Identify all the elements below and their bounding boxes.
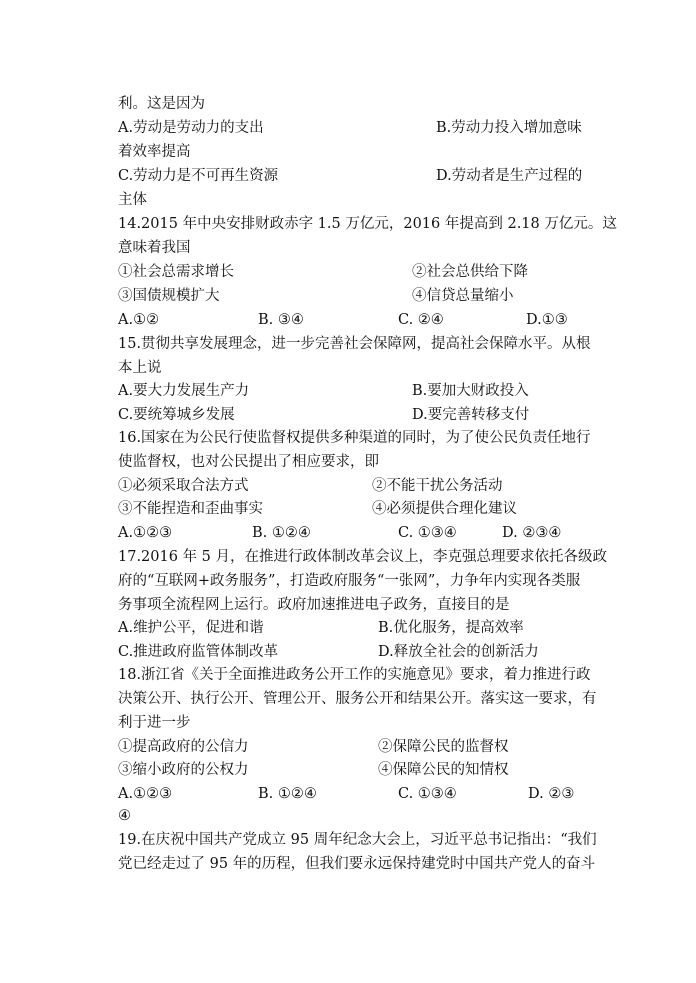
option-a: A.维护公平，促进和谐 [118, 620, 264, 636]
option-c: C. ①③④ [398, 525, 457, 541]
statement-3: ③不能捏造和歪曲事实 [118, 501, 263, 517]
option-c: C.推进政府监管体制改革 [118, 644, 279, 660]
option-b: B. ①②④ [258, 786, 317, 802]
option-b: B.要加大财政投入 [412, 383, 529, 399]
option-c: C. ①③④ [398, 786, 457, 802]
option-a: A.要大力发展生产力 [118, 383, 250, 399]
question-17: 17.2016 年 5 月，在推进行政体制改革会议上，李克强总理要求依托各级政 [118, 549, 608, 565]
text-line: 府的“互联网+政务服务”，打造政府服务“一张网”，力争年内实现各类服 [118, 573, 581, 589]
statement-2: ②不能干扰公务活动 [372, 478, 503, 494]
option-a: A.劳动是劳动力的支出 [118, 120, 264, 136]
text-line: 着效率提高 [118, 144, 191, 160]
option-d: D. ②③④ [502, 525, 562, 541]
statement-1: ①社会总需求增长 [118, 264, 234, 280]
text-line: 意味着我国 [118, 240, 191, 256]
statement-3: ③国债规模扩大 [118, 288, 220, 304]
question-16: 16.国家在为公民行使监督权提供多种渠道的同时，为了使公民负责任地行 [118, 430, 591, 446]
statement-4: ④信贷总量缩小 [412, 288, 514, 304]
option-b: B.劳动力投入增加意味 [436, 120, 582, 136]
option-c: C.劳动力是不可再生资源 [118, 168, 279, 184]
text-line: 使监督权，也对公民提出了相应要求，即 [118, 454, 379, 470]
option-a: A.①②③ [118, 525, 173, 541]
statement-2: ②社会总供给下降 [412, 264, 528, 280]
text-line: 主体 [118, 192, 147, 208]
text-line: 务事项全流程网上运行。政府加速推进电子政务，直接目的是 [118, 597, 510, 613]
option-a: A.①②③ [118, 786, 173, 802]
question-14: 14.2015 年中央安排财政赤字 1.5 万亿元，2016 年提高到 2.18 万亿元。这 [118, 216, 617, 232]
question-18: 18.浙江省《关于全面推进政务公开工作的实施意见》要求，着力推进行政 [118, 667, 591, 683]
option-c: C. ②④ [398, 312, 444, 328]
option-d: D.释放全社会的创新活力 [378, 644, 539, 660]
option-d: D.①③ [526, 312, 568, 328]
statement-4: ④保障公民的知情权 [378, 762, 509, 778]
statement-4: ④必须提供合理化建议 [372, 501, 517, 517]
statement-1: ①提高政府的公信力 [118, 739, 249, 755]
option-a: A.①② [118, 312, 160, 328]
text-line: 利。这是因为 [118, 96, 205, 112]
option-d: D.劳动者是生产过程的 [436, 168, 583, 184]
option-b: B.优化服务，提高效率 [378, 620, 524, 636]
statement-2: ②保障公民的监督权 [378, 739, 509, 755]
text-line: 决策公开、执行公开、管理公开、服务公开和结果公开。落实这一要求，有 [118, 691, 597, 707]
option-b: B. ③④ [258, 312, 304, 328]
text-line: 本上说 [118, 360, 162, 376]
question-19: 19.在庆祝中国共产党成立 95 周年纪念大会上，习近平总书记指出：“我们 [118, 832, 597, 848]
statement-3: ③缩小政府的公权力 [118, 762, 249, 778]
question-15: 15.贯彻共享发展理念，进一步完善社会保障网，提高社会保障水平。从根 [118, 336, 591, 352]
option-b: B. ①②④ [252, 525, 311, 541]
option-d: D.要完善转移支付 [412, 407, 530, 423]
text-line: 利于进一步 [118, 715, 191, 731]
statement-1: ①必须采取合法方式 [118, 478, 249, 494]
option-d: D. ②③ [528, 786, 575, 802]
text-line: ④ [118, 808, 131, 824]
text-line: 党已经走过了 95 年的历程，但我们要永远保持建党时中国共产党人的奋斗 [118, 856, 596, 872]
option-c: C.要统筹城乡发展 [118, 407, 235, 423]
